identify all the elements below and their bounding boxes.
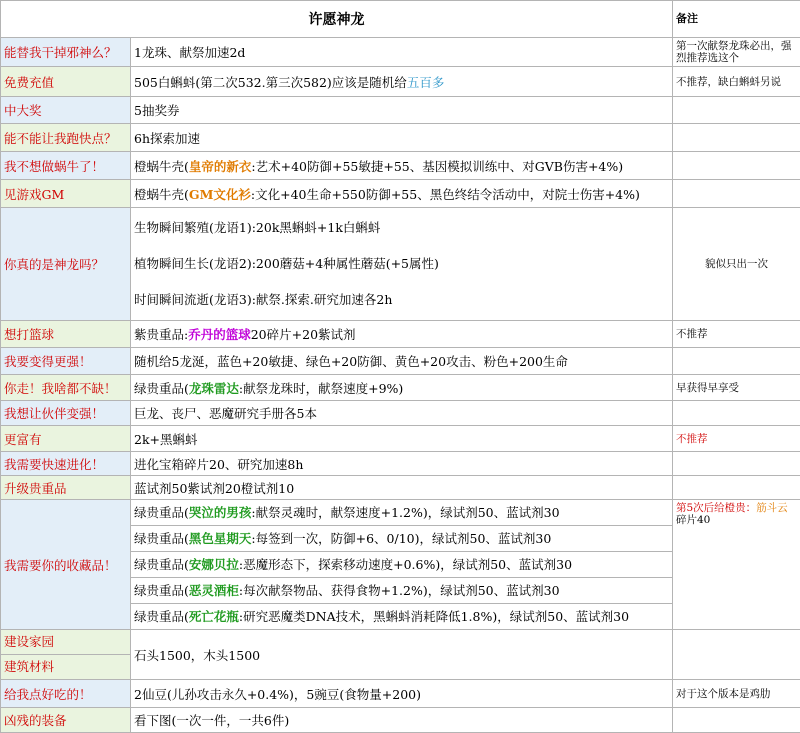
reward-highlight: 龙珠雷达 [189, 381, 239, 396]
wish-cell: 想打篮球 [1, 321, 131, 348]
reward-line: 时间瞬间流逝(龙语3):献祭.探索.研究加速各2h [134, 282, 669, 318]
reward-cell: 2k+黑蝌蚪 [131, 426, 673, 452]
table-row [1, 500, 800, 630]
reward-highlight: 安娜贝拉 [189, 557, 239, 572]
reward-cell: 5抽奖券 [131, 97, 673, 124]
wish-cell: 见游戏GM [1, 180, 131, 208]
wish-cell: 免费充值 [1, 67, 131, 97]
reward-cell [131, 208, 673, 321]
reward-cell: 随机给5龙涎，蓝色+20敏捷、绿色+20防御、黄色+20攻击、粉色+200生命 [131, 348, 673, 375]
wish-cell: 我要变得更强！ [1, 348, 131, 375]
reward-text: 橙蜗牛壳( [134, 159, 189, 174]
table-row [1, 180, 800, 208]
note-header: 备注 [673, 1, 800, 38]
reward-cell: 石头1500，木头1500 [131, 630, 673, 680]
reward-highlight: 死亡花瓶 [189, 609, 239, 624]
table-row [1, 476, 800, 500]
table-row [1, 38, 800, 67]
note-cell [673, 401, 800, 426]
reward-highlight: 乔丹的篮球 [188, 327, 251, 342]
reward-line: 生物瞬间繁殖(龙语1):20k黑蝌蚪+1k白蝌蚪 [134, 210, 669, 246]
wish-cell: 给我点好吃的！ [1, 680, 131, 708]
title-row [1, 1, 800, 38]
reward-highlight: 黑色星期天 [189, 531, 252, 546]
note-cell [673, 476, 800, 500]
note-highlight: 筋斗云 [756, 502, 788, 514]
wish-cell: 中大奖 [1, 97, 131, 124]
table-row [1, 401, 800, 426]
table-row [1, 124, 800, 152]
note-cell [673, 348, 800, 375]
reward-cell: 6h探索加速 [131, 124, 673, 152]
note-cell: 不推荐 [673, 321, 800, 348]
wish-cell: 你真的是神龙吗？ [1, 208, 131, 321]
reward-line: 植物瞬间生长(龙语2):200蘑菇+4种属性蘑菇(+5属性) [134, 246, 669, 282]
reward-cell: 看下图(一次一件，一共6件) [131, 708, 673, 733]
note-cell [673, 124, 800, 152]
wish-cell: 你走！我啥都不缺！ [1, 375, 131, 401]
reward-cell: 蓝试剂50紫试剂20橙试剂10 [131, 476, 673, 500]
reward-cell [131, 180, 673, 208]
reward-text: 505白蝌蚪(第二次532.第三次582)应该是随机给 [134, 75, 407, 90]
reward-cell: 1龙珠、献祭加速2d [131, 38, 673, 67]
note-cell: 貌似只出一次 [673, 208, 800, 321]
reward-cell [131, 152, 673, 180]
note-cell: 早获得早享受 [673, 375, 800, 401]
reward-text: 绿贵重品( [134, 381, 189, 396]
wish-line: 建筑材料 [1, 655, 130, 679]
table-row [1, 375, 800, 401]
reward-highlight: GM文化衫 [189, 187, 251, 202]
reward-line: 绿贵重品(死亡花瓶:研究恶魔类DNA技术，黑蝌蚪消耗降低1.8%)，绿试剂50、蓝试剂30 [131, 604, 672, 629]
table-row [1, 630, 800, 680]
note-cell [673, 708, 800, 733]
wish-cell: 凶残的装备 [1, 708, 131, 733]
reward-highlight: 恶灵酒柜 [189, 583, 239, 598]
wish-cell: 更富有 [1, 426, 131, 452]
wish-cell: 能替我干掉邪神么？ [1, 38, 131, 67]
wish-cell: 能不能让我跑快点？ [1, 124, 131, 152]
reward-cell [131, 500, 673, 630]
note-cell [673, 152, 800, 180]
note-cell: 不推荐 [673, 426, 800, 452]
reward-cell: 2仙豆(儿孙攻击永久+0.4%)，5豌豆(食物量+200) [131, 680, 673, 708]
reward-line: 绿贵重品(哭泣的男孩:献祭灵魂时，献祭速度+1.2%)，绿试剂50、蓝试剂30 [131, 500, 672, 526]
wish-cell: 我需要你的收藏品！ [1, 500, 131, 630]
reward-text: 橙蜗牛壳( [134, 187, 189, 202]
reward-highlight: 哭泣的男孩 [189, 505, 252, 520]
reward-line: 绿贵重品(恶灵酒柜:每次献祭物品、获得食物+1.2%)，绿试剂50、蓝试剂30 [131, 578, 672, 604]
reward-text: :文化+40生命+550防御+55、黑色终结令活动中，对院士伤害+4%) [251, 187, 640, 202]
wish-cell: 升级贵重品 [1, 476, 131, 500]
wish-cell [1, 630, 131, 680]
table-row [1, 152, 800, 180]
reward-cell [131, 321, 673, 348]
note-cell: 不推荐，缺白蝌蚪另说 [673, 67, 800, 97]
reward-highlight: 五百多 [407, 75, 445, 90]
note-cell: 第5次后给橙贵：筋斗云 碎片40 [673, 500, 800, 630]
note-cell: 对于这个版本是鸡肋 [673, 680, 800, 708]
reward-line: 绿贵重品(黑色星期天:每签到一次，防御+6、0/10)，绿试剂50、蓝试剂30 [131, 526, 672, 552]
wish-cell: 我想让伙伴变强！ [1, 401, 131, 426]
reward-text: 20碎片+20紫试剂 [251, 327, 356, 342]
note-cell [673, 97, 800, 124]
reward-cell [131, 375, 673, 401]
reward-line: 绿贵重品(安娜贝拉:恶魔形态下，探索移动速度+0.6%)，绿试剂50、蓝试剂30 [131, 552, 672, 578]
note-cell [673, 630, 800, 680]
table-row [1, 208, 800, 321]
reward-text: :献祭龙珠时，献祭速度+9%) [239, 381, 403, 396]
table-row [1, 680, 800, 708]
reward-cell [131, 67, 673, 97]
reward-highlight: 皇帝的新衣 [189, 159, 252, 174]
table-row [1, 426, 800, 452]
reward-text: :艺术+40防御+55敏捷+55、基因模拟训练中、对GVB伤害+4%) [251, 159, 623, 174]
reward-cell: 巨龙、丧尸、恶魔研究手册各5本 [131, 401, 673, 426]
table-row [1, 97, 800, 124]
table-row [1, 708, 800, 733]
wish-line: 建设家园 [1, 630, 130, 655]
table-row [1, 67, 800, 97]
table-row [1, 452, 800, 476]
note-cell [673, 180, 800, 208]
note-cell: 第一次献祭龙珠必出，强烈推荐选这个 [673, 38, 800, 67]
wish-cell: 我不想做蜗牛了！ [1, 152, 131, 180]
wish-cell: 我需要快速进化！ [1, 452, 131, 476]
table-title: 许愿神龙 [1, 1, 673, 38]
table-row [1, 348, 800, 375]
note-cell [673, 452, 800, 476]
table-row [1, 321, 800, 348]
reward-cell: 进化宝箱碎片20、研究加速8h [131, 452, 673, 476]
reward-text: 紫贵重品: [134, 327, 188, 342]
